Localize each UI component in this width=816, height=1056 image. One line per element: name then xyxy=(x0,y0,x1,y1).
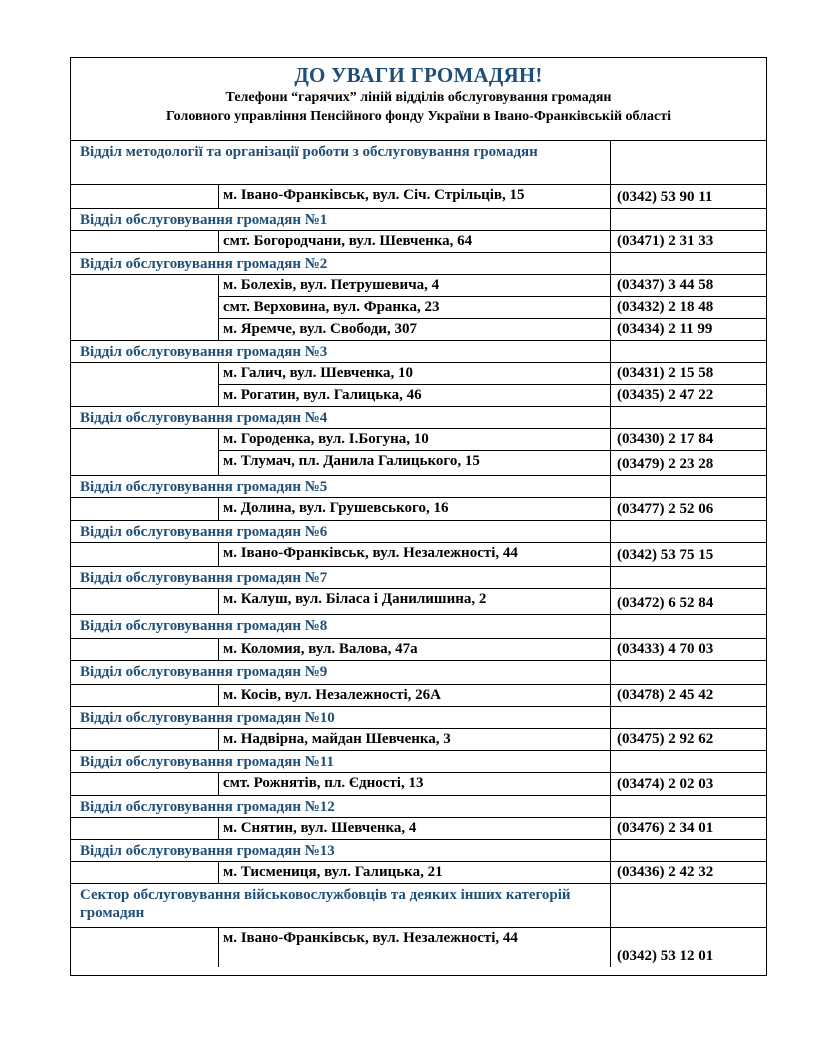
department-name: Відділ обслуговування громадян №10 xyxy=(80,710,335,726)
department-row-border xyxy=(71,817,766,818)
office-row-border xyxy=(71,706,766,707)
office-phone: (03476) 2 34 01 xyxy=(617,820,714,836)
address-column-divider xyxy=(218,684,219,706)
office-address: м. Івано-Франківськ, вул. Січ. Стрільців, 15 xyxy=(223,187,525,203)
office-phone: (03433) 4 70 03 xyxy=(617,641,714,657)
office-phone: (03472) 6 52 84 xyxy=(617,595,714,611)
office-address: м. Снятин, вул. Шевченка, 4 xyxy=(223,820,417,836)
office-phone: (03432) 2 18 48 xyxy=(617,299,714,315)
office-address: м. Городенка, вул. І.Богуна, 10 xyxy=(223,431,429,447)
phone-column-divider xyxy=(610,772,611,795)
office-address: м. Тлумач, пл. Данила Галицького, 15 xyxy=(223,453,480,469)
office-address: м. Галич, вул. Шевченка, 10 xyxy=(223,365,414,381)
hotline-table xyxy=(70,57,767,976)
office-phone: (03471) 2 31 33 xyxy=(617,233,714,249)
department-name: Відділ обслуговування громадян №7 xyxy=(80,570,328,586)
office-address: м. Тисмениця, вул. Галицька, 21 xyxy=(223,864,443,880)
office-phone: (03479) 2 23 28 xyxy=(617,456,714,472)
address-column-divider xyxy=(218,542,219,566)
phone-column-divider xyxy=(610,497,611,520)
address-column-divider xyxy=(218,384,219,406)
department-name: Відділ обслуговування громадян №6 xyxy=(80,524,328,540)
address-column-divider xyxy=(218,728,219,750)
department-row-border xyxy=(71,230,766,231)
department-row-border xyxy=(71,728,766,729)
address-column-divider xyxy=(218,274,219,296)
phone-column-divider xyxy=(610,475,611,497)
office-row-border xyxy=(71,475,766,476)
department-name: Відділ обслуговування громадян №8 xyxy=(80,618,328,634)
office-row-border xyxy=(71,252,766,253)
office-address: м. Надвірна, майдан Шевченка, 3 xyxy=(223,731,451,747)
address-column-divider xyxy=(218,772,219,795)
office-phone: (03436) 2 42 32 xyxy=(617,864,714,880)
office-phone: (0342) 53 90 11 xyxy=(617,189,713,205)
department-row-border xyxy=(71,927,766,928)
address-column-divider xyxy=(218,450,219,475)
office-address: м. Косів, вул. Незалежності, 26А xyxy=(223,687,442,703)
office-phone: (03474) 2 02 03 xyxy=(617,776,714,792)
office-row-border xyxy=(71,660,766,661)
phone-column-divider xyxy=(610,542,611,566)
department-row-border xyxy=(71,497,766,498)
address-column-divider xyxy=(218,588,219,614)
department-row-border xyxy=(71,588,766,589)
office-row-border xyxy=(71,795,766,796)
office-row-border xyxy=(218,450,766,451)
phone-column-divider xyxy=(610,927,611,967)
department-name: Відділ обслуговування громадян №9 xyxy=(80,664,328,680)
address-column-divider xyxy=(218,296,219,318)
department-name: Відділ методології та організації роботи з обслуговування громадян xyxy=(80,144,538,160)
department-row-border xyxy=(71,362,766,363)
office-phone: (0342) 53 12 01 xyxy=(617,948,714,964)
address-column-divider xyxy=(218,428,219,450)
office-phone: (03434) 2 11 99 xyxy=(617,321,713,337)
office-row-border xyxy=(218,318,766,319)
office-phone: (03437) 3 44 58 xyxy=(617,277,714,293)
office-row-border xyxy=(71,208,766,209)
phone-column-divider xyxy=(610,208,611,230)
phone-column-divider xyxy=(610,588,611,614)
office-row-border xyxy=(71,566,766,567)
office-address: смт. Верховина, вул. Франка, 23 xyxy=(223,299,440,315)
phone-column-divider xyxy=(610,660,611,684)
address-column-divider xyxy=(218,861,219,883)
department-row-border xyxy=(71,684,766,685)
address-column-divider xyxy=(218,497,219,520)
notice-title: ДО УВАГИ ГРОМАДЯН! xyxy=(294,63,543,87)
phone-column-divider xyxy=(610,230,611,252)
office-phone: (0342) 53 75 15 xyxy=(617,547,714,563)
address-column-divider xyxy=(218,817,219,839)
notice-header xyxy=(71,58,766,141)
office-phone: (03435) 2 47 22 xyxy=(617,387,714,403)
department-row-border xyxy=(71,428,766,429)
office-address: м. Долина, вул. Грушевського, 16 xyxy=(223,500,449,516)
office-row-border xyxy=(71,614,766,615)
department-row-border xyxy=(71,542,766,543)
office-phone: (03477) 2 52 06 xyxy=(617,501,714,517)
office-address: м. Коломия, вул. Валова, 47а xyxy=(223,641,418,657)
phone-column-divider xyxy=(610,362,611,384)
phone-column-divider xyxy=(610,274,611,296)
office-row-border xyxy=(218,296,766,297)
phone-column-divider xyxy=(610,252,611,274)
office-row-border xyxy=(71,406,766,407)
office-address: м. Рогатин, вул. Галицька, 46 xyxy=(223,387,422,403)
phone-column-divider xyxy=(610,406,611,428)
department-name: Відділ обслуговування громадян №1 xyxy=(80,212,328,228)
phone-column-divider xyxy=(610,614,611,638)
phone-column-divider xyxy=(610,450,611,475)
office-row-border xyxy=(71,750,766,751)
department-row-border xyxy=(71,861,766,862)
office-phone: (03478) 2 45 42 xyxy=(617,687,714,703)
department-name: Відділ обслуговування громадян №4 xyxy=(80,410,328,426)
phone-column-divider xyxy=(610,340,611,362)
notice-subtitle-line2: Головного управління Пенсійного фонду України в Івано-Франківській області xyxy=(165,109,672,124)
phone-column-divider xyxy=(610,638,611,660)
department-row-border xyxy=(71,772,766,773)
address-column-divider xyxy=(218,184,219,208)
phone-column-divider xyxy=(610,318,611,340)
office-address: м. Івано-Франківськ, вул. Незалежності, 44 xyxy=(223,930,518,946)
department-name: Сектор обслуговування військовослужбовців та деяких інших категорій громадян xyxy=(80,887,571,921)
phone-column-divider xyxy=(610,883,611,927)
phone-column-divider xyxy=(610,817,611,839)
office-row-border xyxy=(71,883,766,884)
office-row-border xyxy=(71,340,766,341)
office-phone: (03475) 2 92 62 xyxy=(617,731,714,747)
phone-column-divider xyxy=(610,184,611,208)
office-address: м. Яремче, вул. Свободи, 307 xyxy=(223,321,417,337)
department-name: Відділ обслуговування громадян №13 xyxy=(80,843,335,859)
phone-column-divider xyxy=(610,795,611,817)
phone-column-divider xyxy=(610,566,611,588)
office-row-border xyxy=(71,839,766,840)
phone-column-divider xyxy=(610,728,611,750)
address-column-divider xyxy=(218,362,219,384)
department-row-border xyxy=(71,274,766,275)
phone-column-divider xyxy=(610,750,611,772)
phone-column-divider xyxy=(610,520,611,542)
address-column-divider xyxy=(218,927,219,967)
office-address: смт. Богородчани, вул. Шевченка, 64 xyxy=(223,233,473,249)
address-column-divider xyxy=(218,230,219,252)
department-row-border xyxy=(71,638,766,639)
office-row-border xyxy=(218,384,766,385)
phone-column-divider xyxy=(610,140,611,184)
office-address: м. Калуш, вул. Біласа і Данилишина, 2 xyxy=(223,591,487,607)
office-address: м. Болехів, вул. Петрушевича, 4 xyxy=(223,277,440,293)
department-name: Відділ обслуговування громадян №11 xyxy=(80,754,334,770)
address-column-divider xyxy=(218,318,219,340)
office-address: м. Івано-Франківськ, вул. Незалежності, 44 xyxy=(223,545,518,561)
phone-column-divider xyxy=(610,428,611,450)
phone-column-divider xyxy=(610,384,611,406)
address-column-divider xyxy=(218,638,219,660)
department-name: Відділ обслуговування громадян №3 xyxy=(80,344,328,360)
office-phone: (03430) 2 17 84 xyxy=(617,431,714,447)
phone-column-divider xyxy=(610,861,611,883)
phone-column-divider xyxy=(610,684,611,706)
department-name: Відділ обслуговування громадян №2 xyxy=(80,256,328,272)
department-name: Відділ обслуговування громадян №12 xyxy=(80,799,335,815)
department-name: Відділ обслуговування громадян №5 xyxy=(80,479,328,495)
office-row-border xyxy=(71,520,766,521)
department-row-border xyxy=(71,184,766,185)
notice-subtitle-line1: Телефони “гарячих” ліній відділів обслуговування громадян xyxy=(225,90,612,105)
phone-column-divider xyxy=(610,839,611,861)
office-phone: (03431) 2 15 58 xyxy=(617,365,714,381)
phone-column-divider xyxy=(610,706,611,728)
office-address: смт. Рожнятів, пл. Єдності, 13 xyxy=(223,775,424,791)
phone-column-divider xyxy=(610,296,611,318)
